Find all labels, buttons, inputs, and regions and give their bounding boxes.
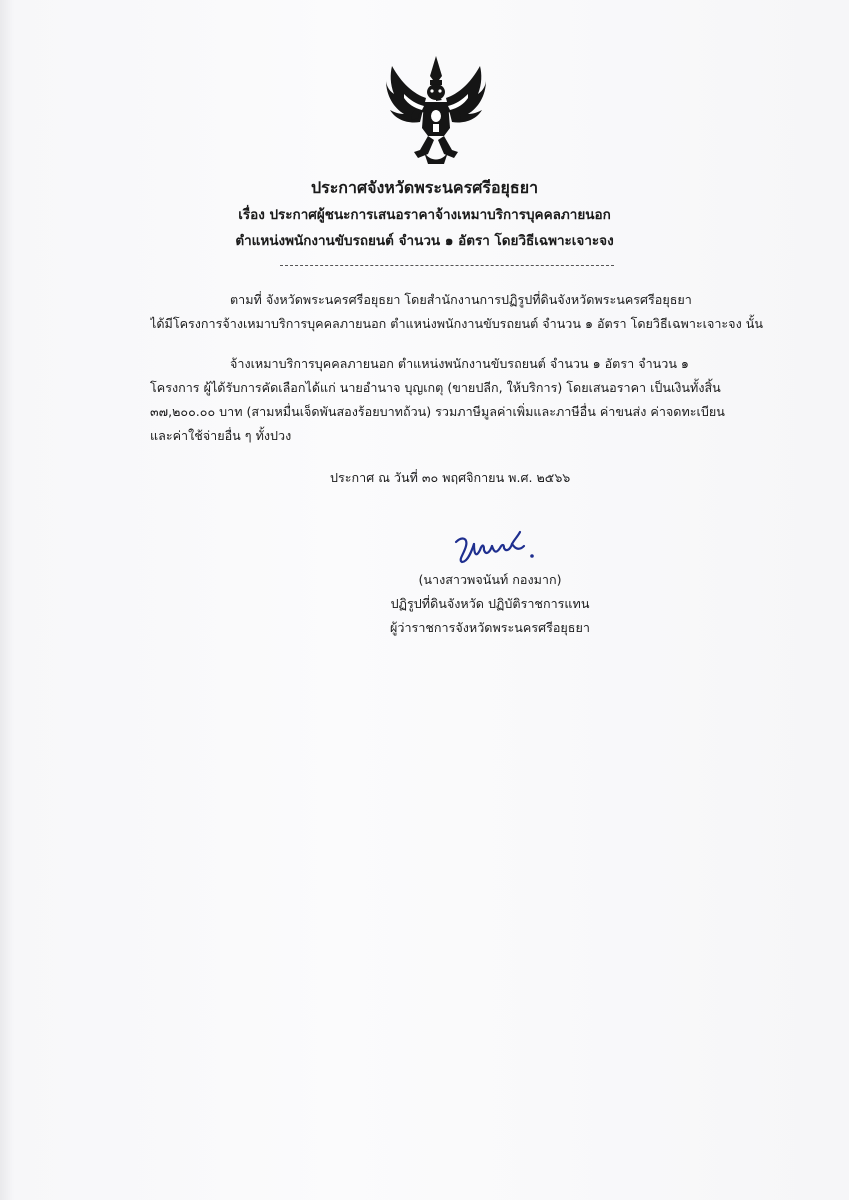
handwritten-signature-icon: [448, 528, 544, 568]
announcement-date: ประกาศ ณ วันที่ ๓๐ พฤศจิกายน พ.ศ. ๒๕๖๖: [330, 470, 571, 485]
signer-position-2: ผู้ว่าราชการจังหวัดพระนครศรีอยุธยา: [390, 620, 590, 635]
paragraph-2-line-3: ๓๗,๒๐๐.๐๐ บาท (สามหมื่นเจ็ดพันสองร้อยบาทถ้วน) รวมภาษีมูลค่าเพิ่มและภาษีอื่น ค่าขนส่ง ค่าจดทะเบียน: [150, 404, 725, 419]
paragraph-2-line-4: และค่าใช้จ่ายอื่น ๆ ทั้งปวง: [150, 428, 292, 443]
paragraph-2: [150, 352, 782, 448]
signer-position-1: ปฏิรูปที่ดินจังหวัด ปฏิบัติราชการแทน: [390, 596, 590, 611]
paragraph-2-line-1: จ้างเหมาบริการบุคคลภายนอก ตำแหน่งพนักงานขับรถยนต์ จำนวน ๑ อัตรา จำนวน ๑: [230, 356, 689, 371]
signer-name: (นางสาวพจนันท์ กองมาก): [418, 572, 562, 587]
header: [0, 176, 849, 252]
page-title: ประกาศจังหวัดพระนครศรีอยุธยา: [310, 178, 539, 197]
garuda-emblem-icon: [384, 54, 488, 166]
signer-block: [300, 568, 680, 640]
paragraph-1: [150, 288, 782, 336]
paragraph-1-line-2: ได้มีโครงการจ้างเหมาบริการบุคคลภายนอก ตำแหน่งพนักงานขับรถยนต์ จำนวน ๑ อัตรา โดยวิธีเฉพาะเจาะจง นั้น: [150, 316, 763, 331]
subject-line-2: ตำแหน่งพนักงานขับรถยนต์ จำนวน ๑ อัตรา โดยวิธีเฉพาะเจาะจง: [235, 233, 614, 249]
separator-rule: [280, 265, 614, 266]
subject-line-1: เรื่อง ประกาศผู้ชนะการเสนอราคาจ้างเหมาบริการบุคคลภายนอก: [238, 207, 611, 223]
paragraph-1-line-1: ตามที่ จังหวัดพระนครศรีอยุธยา โดยสำนักงานการปฏิรูปที่ดินจังหวัดพระนครศรีอยุธยา: [230, 292, 692, 307]
paragraph-2-line-2: โครงการ ผู้ได้รับการคัดเลือกได้แก่ นายอำนาจ บุญเกตุ (ขายปลีก, ให้บริการ) โดยเสนอราคา เป็นเงินทั้งสิ้น: [150, 380, 721, 395]
